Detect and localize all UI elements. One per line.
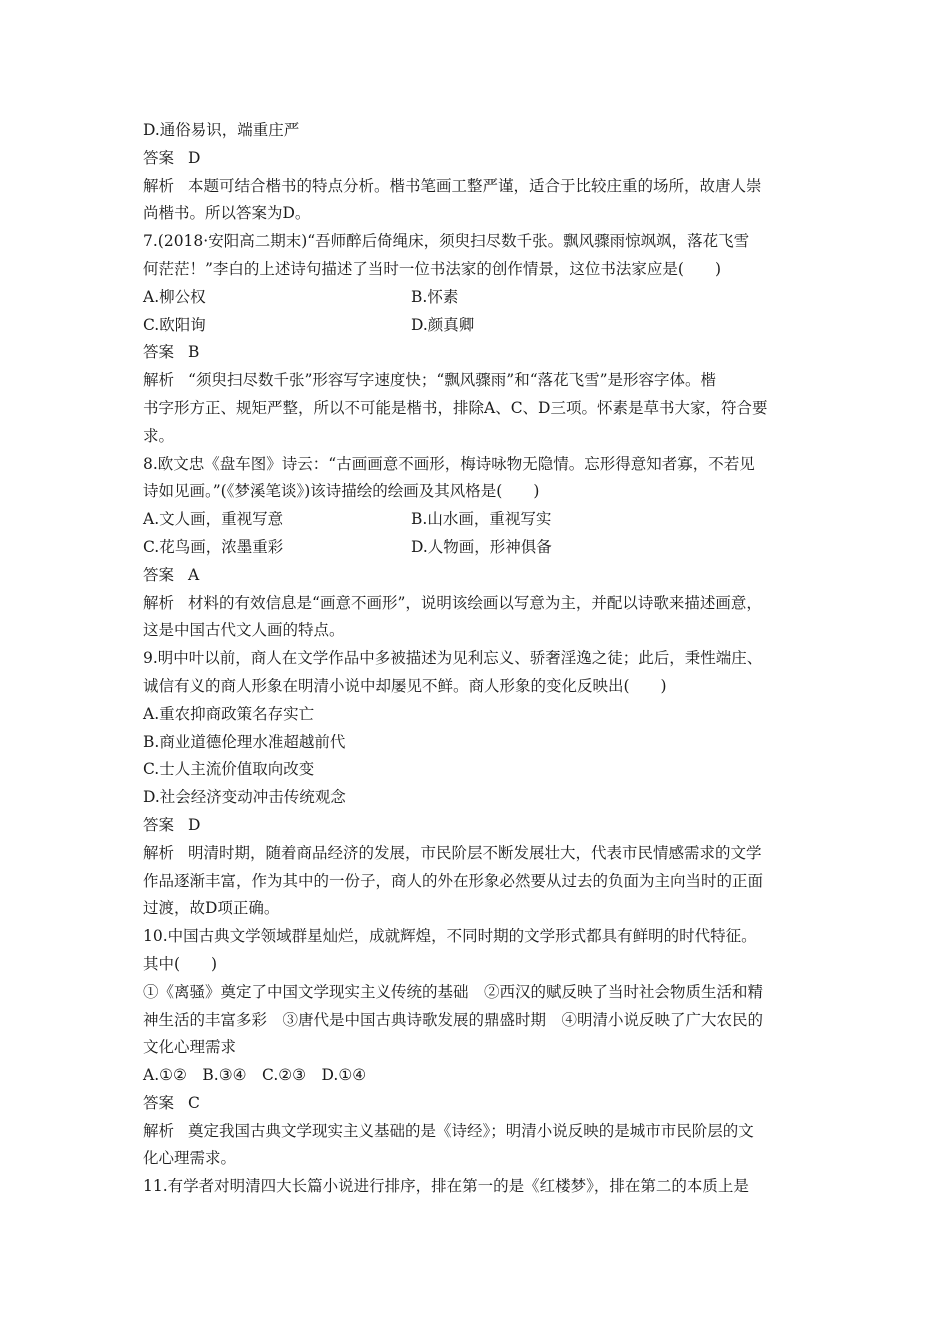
option-text: A.柳公权 bbox=[143, 287, 206, 306]
option-text: B.怀素 bbox=[411, 287, 459, 306]
answer-value: D bbox=[188, 815, 201, 834]
text-line: 11.有学者对明清四大长篇小说进行排序，排在第一的是《红楼梦》，排在第二的本质上是 bbox=[143, 1177, 749, 1196]
text-line: 这是中国古代文人画的特点。 bbox=[143, 621, 345, 640]
option-text: C.花鸟画，浓墨重彩 bbox=[143, 537, 284, 556]
text-line: 其中( ) bbox=[143, 954, 218, 973]
option-row bbox=[143, 506, 819, 534]
analysis-line bbox=[143, 1118, 819, 1146]
analysis-line bbox=[143, 840, 819, 868]
analysis-label: 解析 bbox=[143, 843, 175, 862]
option-row bbox=[143, 312, 819, 340]
option-text: B.山水画，重视写实 bbox=[411, 510, 552, 529]
analysis-label: 解析 bbox=[143, 176, 175, 195]
text-line: 书字形方正、规矩严整，所以不可能是楷书，排除A、C、D三项。怀素是草书大家，符合要 bbox=[143, 398, 768, 417]
option-text: D.人物画，形神俱备 bbox=[411, 537, 552, 556]
text-line: C.士人主流价值取向改变 bbox=[143, 760, 315, 779]
text-line: 何茫茫！”李白的上述诗句描述了当时一位书法家的创作情景，这位书法家应是( ) bbox=[143, 259, 722, 278]
text-line: 文化心理需求 bbox=[143, 1038, 237, 1057]
text-line: 诗如见画。”(《梦溪笔谈》)该诗描绘的绘画及其风格是( ) bbox=[143, 482, 540, 501]
analysis-line bbox=[143, 173, 819, 201]
text-line: 7.(2018·安阳高二期末)“吾师醉后倚绳床，须臾扫尽数千张。飘风骤雨惊飒飒，落花飞雪 bbox=[143, 232, 750, 251]
answer-line bbox=[143, 145, 819, 173]
analysis-text: 奠定我国古典文学现实主义基础的是《诗经》；明清小说反映的是城市市民阶层的文 bbox=[188, 1121, 754, 1140]
text-line: 过渡，故D项正确。 bbox=[143, 899, 280, 918]
analysis-text: 本题可结合楷书的特点分析。楷书笔画工整严谨，适合于比较庄重的场所，故唐人崇 bbox=[188, 176, 762, 195]
analysis-label: 解析 bbox=[143, 1121, 175, 1140]
text-line: 10.中国古典文学领域群星灿烂，成就辉煌，不同时期的文学形式都具有鲜明的时代特征。 bbox=[143, 927, 757, 946]
answer-label: 答案 bbox=[143, 343, 175, 362]
text-line: D.社会经济变动冲击传统观念 bbox=[143, 788, 346, 807]
analysis-label: 解析 bbox=[143, 593, 175, 612]
answer-value: A bbox=[188, 565, 200, 584]
answer-line bbox=[143, 562, 819, 590]
text-line: 作品逐渐丰富，作为其中的一份子，商人的外在形象必然要从过去的负面为主向当时的正面 bbox=[143, 871, 764, 890]
document-body bbox=[143, 117, 819, 1201]
analysis-line bbox=[143, 590, 819, 618]
text-line: A.重农抑商政策名存实亡 bbox=[143, 704, 315, 723]
answer-label: 答案 bbox=[143, 148, 175, 167]
answer-line bbox=[143, 339, 819, 367]
answer-label: 答案 bbox=[143, 565, 175, 584]
text-line: D.通俗易识，端重庄严 bbox=[143, 121, 300, 139]
text-line: 尚楷书。所以答案为D。 bbox=[143, 204, 311, 223]
text-line: 8.欧文忠《盘车图》诗云：“古画画意不画形，梅诗咏物无隐情。忘形得意知者寡，不若见 bbox=[143, 454, 755, 473]
option-text: A.文人画，重视写意 bbox=[143, 510, 284, 529]
text-line: 化心理需求。 bbox=[143, 1149, 237, 1168]
text-line: 9.明中叶以前，商人在文学作品中多被描述为见利忘义、骄奢淫逸之徒；此后，秉性端庄、 bbox=[143, 649, 763, 668]
text-line: A.①② B.③④ C.②③ D.①④ bbox=[143, 1066, 367, 1085]
analysis-line bbox=[143, 367, 819, 395]
answer-value: C bbox=[188, 1093, 200, 1112]
option-row bbox=[143, 284, 819, 312]
option-text: D.颜真卿 bbox=[411, 315, 475, 334]
answer-label: 答案 bbox=[143, 1093, 175, 1112]
text-line: 求。 bbox=[143, 426, 175, 445]
text-line: B.商业道德伦理水准超越前代 bbox=[143, 732, 346, 751]
analysis-text: “须臾扫尽数千张”形容写字速度快；“飘风骤雨”和“落花飞雪”是形容字体。楷 bbox=[188, 371, 717, 390]
answer-label: 答案 bbox=[143, 815, 175, 834]
option-row bbox=[143, 534, 819, 562]
answer-line bbox=[143, 1090, 819, 1118]
text-line: ①《离骚》奠定了中国文学现实主义传统的基础 ②西汉的赋反映了当时社会物质生活和精 bbox=[143, 982, 764, 1001]
analysis-label: 解析 bbox=[143, 371, 175, 390]
text-line: 神生活的丰富多彩 ③唐代是中国古典诗歌发展的鼎盛时期 ④明清小说反映了广大农民的 bbox=[143, 1010, 764, 1029]
text-line: 诚信有义的商人形象在明清小说中却屡见不鲜。商人形象的变化反映出( ) bbox=[143, 676, 667, 695]
answer-value: B bbox=[188, 343, 200, 362]
option-text: C.欧阳询 bbox=[143, 315, 206, 334]
analysis-text: 明清时期，随着商品经济的发展，市民阶层不断发展壮大，代表市民情感需求的文学 bbox=[188, 843, 762, 862]
answer-value: D bbox=[188, 148, 201, 167]
answer-line bbox=[143, 812, 819, 840]
analysis-text: 材料的有效信息是“画意不画形”，说明该绘画以写意为主，并配以诗歌来描述画意， bbox=[188, 593, 762, 612]
